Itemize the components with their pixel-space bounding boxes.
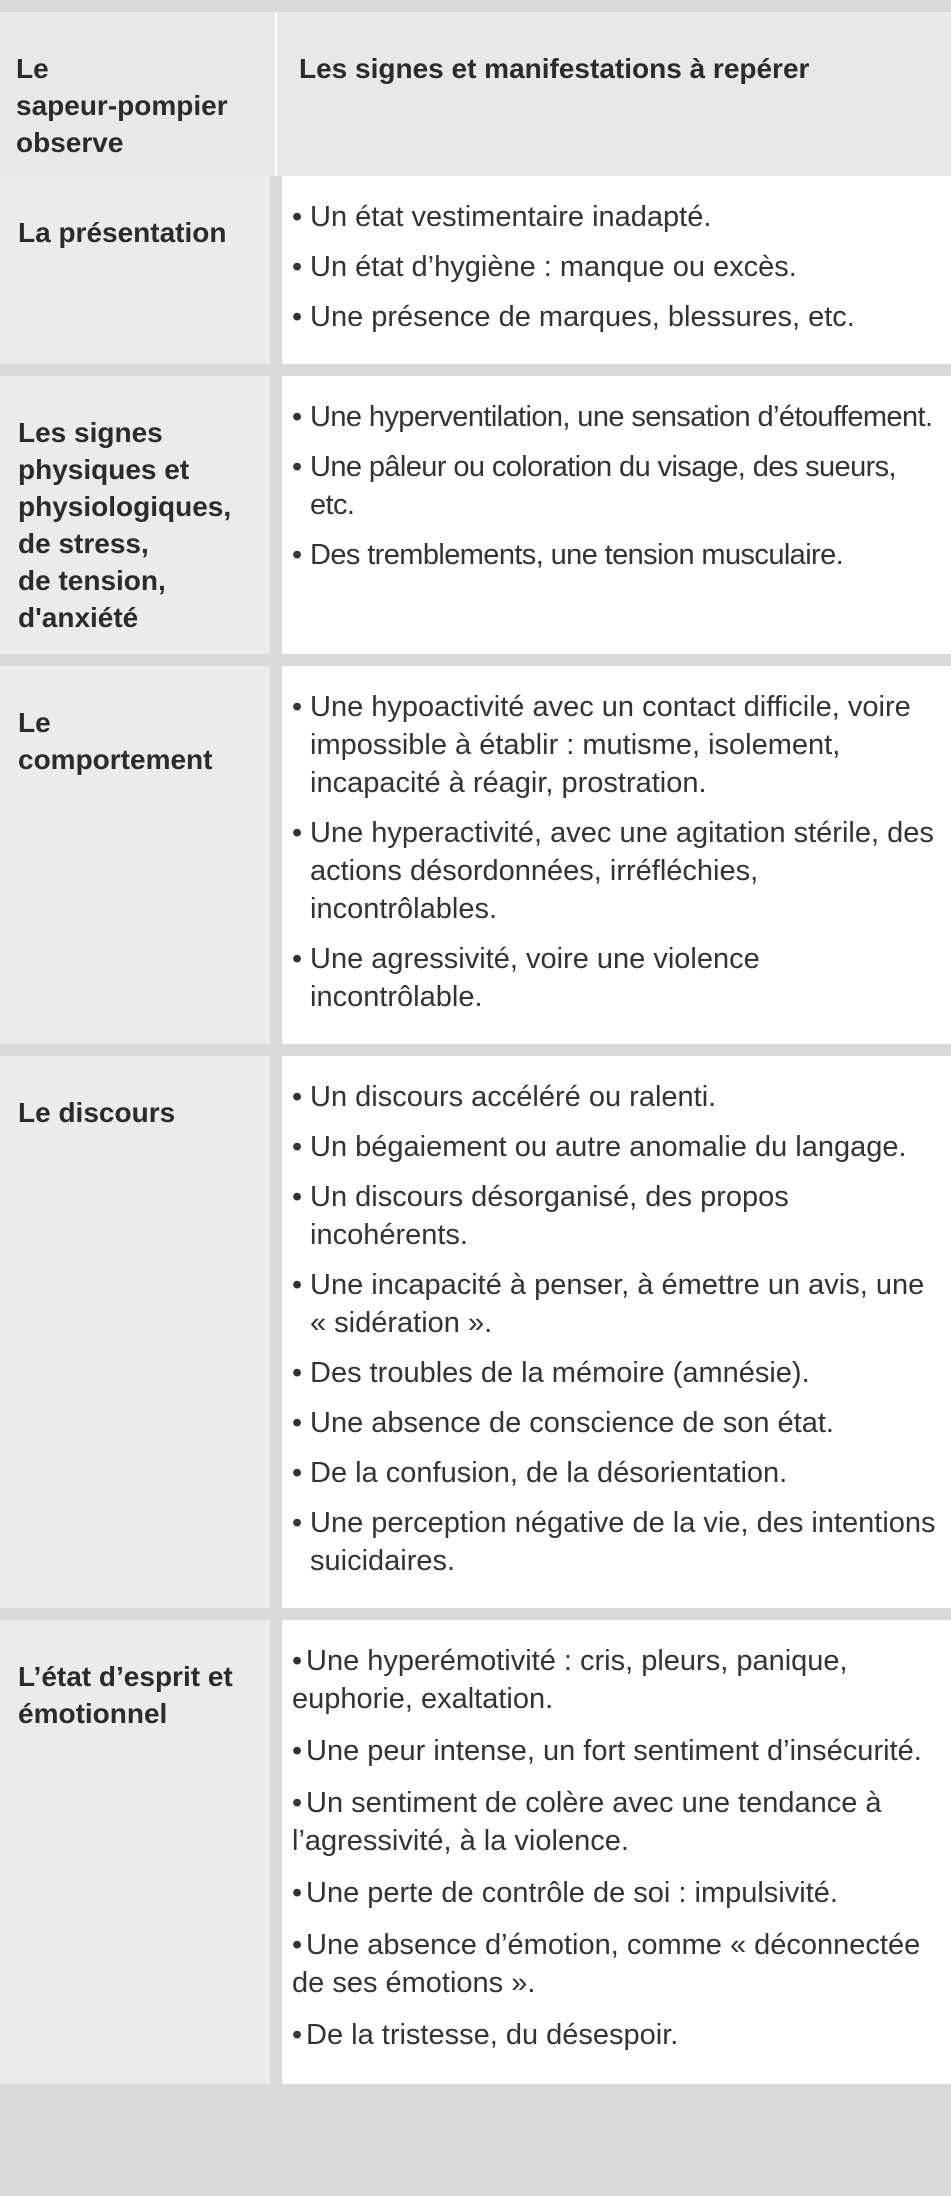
row-category: Les signes physiques et physiologiques, de stress, de tension, d'anxiété: [0, 370, 276, 660]
list-item: • Une absence d’émotion, comme « déconnectée de ses émotions ».: [292, 1926, 937, 2002]
list-item: • De la tristesse, du désespoir.: [292, 2016, 937, 2054]
list-item: • Une peur intense, un fort sentiment d’insécurité.: [292, 1732, 937, 1770]
table-row: [0, 176, 951, 370]
list-item: • Des tremblements, une tension musculaire.: [292, 536, 937, 574]
list-item: • Une agressivité, voire une violence incontrôlable.: [292, 940, 937, 1016]
table-row: [0, 1050, 951, 1614]
list-item: • Une perception négative de la vie, des intentions suicidaires.: [292, 1504, 937, 1580]
list-item: • Une hyperactivité, avec une agitation stérile, des actions désordonnées, irréfléchies, incontrôlables.: [292, 814, 937, 928]
table-row: [0, 1614, 951, 2090]
list-item: • Un bégaiement ou autre anomalie du langage.: [292, 1128, 937, 1166]
table-row: [0, 660, 951, 1050]
list-item: • Une hyperémotivité : cris, pleurs, panique, euphorie, exaltation.: [292, 1642, 937, 1718]
table-header-row: [0, 6, 951, 176]
list-item: • Un état d’hygiène : manque ou excès.: [292, 248, 937, 286]
list-item: • De la confusion, de la désorientation.: [292, 1454, 937, 1492]
header-signs: Les signes et manifestations à repérer: [276, 6, 951, 176]
list-item: • Un discours accéléré ou ralenti.: [292, 1078, 937, 1116]
row-category: L’état d’esprit et émotionnel: [0, 1614, 276, 2090]
row-category: Le comportement: [0, 660, 276, 1050]
row-items: [276, 1050, 951, 1614]
list-item: • Un discours désorganisé, des propos incohérents.: [292, 1178, 937, 1254]
list-item: • Une pâleur ou coloration du visage, des sueurs, etc.: [292, 448, 937, 524]
table-row: [0, 370, 951, 660]
list-item: • Une hyperventilation, une sensation d’étouffement.: [292, 398, 937, 436]
list-item: • Une perte de contrôle de soi : impulsivité.: [292, 1874, 937, 1912]
list-item: • Une absence de conscience de son état.: [292, 1404, 937, 1442]
list-item: • Un état vestimentaire inadapté.: [292, 198, 937, 236]
row-items: [276, 176, 951, 370]
list-item: • Une incapacité à penser, à émettre un avis, une « sidération ».: [292, 1266, 937, 1342]
row-category: La présentation: [0, 176, 276, 370]
list-item: • Un sentiment de colère avec une tendance à l’agressivité, à la violence.: [292, 1784, 937, 1860]
list-item: • Une présence de marques, blessures, etc.: [292, 298, 937, 336]
header-observer: Le sapeur-pompier observe: [0, 6, 276, 176]
row-items: [276, 660, 951, 1050]
list-item: • Une hypoactivité avec un contact difficile, voire impossible à établir : mutisme, isolement, incapacité à réagir, prostration.: [292, 688, 937, 802]
row-items: [276, 370, 951, 660]
list-item: • Des troubles de la mémoire (amnésie).: [292, 1354, 937, 1392]
row-items: [276, 1614, 951, 2090]
row-category: Le discours: [0, 1050, 276, 1614]
